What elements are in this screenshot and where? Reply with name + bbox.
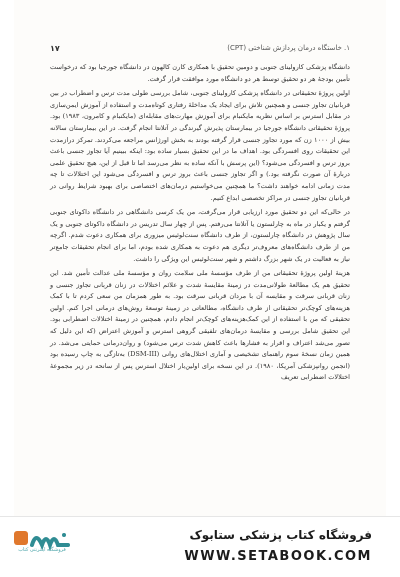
logo-tagline: فروشگاه اینترنتی کتاب (18, 547, 66, 553)
page-header (50, 40, 350, 56)
paragraph: هزینهٔ اولین پروژهٔ تحقیقاتی من از طرف مؤسسهٔ ملی سلامت روان و مؤسسهٔ ملی عدالت تأمین شد. این تحقیق هم یک مطالعهٔ طولانی‌مدت در زمینهٔ مقایسهٔ شدت و علائم اختلالات در زنان قربانی تجاوز جنسی و زنان قربانی سرقت و مقایسه آن با مردان قربانی سرقت بود. به طور همزمان من سعی کردم تا با کمک هزینه‌های کوچک‌تر تحقیقاتی از طرف دانشگاه، مطالعاتی در زمینهٔ توسعهٔ روش‌های درمانی اجرا کنم. اولین تحقیقی که من با استفاده از این کمک‌هزینه‌های کوچک‌تر انجام دادم، همچنین در زمینهٔ اختلالات اضطرابی بود. این تحقیق شامل بررسی و مقایسهٔ درمان‌های تلفیقی گروهی استرس و آموزش اعتراض (که این دلیل که تصور می‌شد اعتراف و اقرار به فشارها باعث کاهش شدت ترس می‌شود) و روان‌درمانی حمایتی می‌شد. در همین زمان نسخهٔ سوم راهنمای تشخیصی و آماری اختلال‌های روانی (DSM-III) به‌تازگی به چاپ رسیده بود (انجمن روانپزشکی آمریکا، ۱۹۸۰). در این نسخه برای اولین‌بار اختلال استرس پس از سانحه در زیر مجموعهٔ اختلالات اضطرابی تعریف (50, 269, 350, 382)
paragraph: اولین پروژهٔ تحقیقاتی در دانشگاه پزشکی کارولینای جنوبی، شامل بررسی طولی مدت ترس و اضطراب در بین قربانیان تجاوز جنسی و همچنین تلاش برای ایجاد یک مداخلهٔ رفتاری کوتاه‌مدت و استفاده از آموزش ایمن‌سازی در مقابل استرس بر اساس نظریه مایکنبام برای آموزش مهارت‌های مقابله‌ای (مایکنبام و کامرون، ۱۹۸۳) بود. پروژهٔ تحقیقاتی دانشگاه جورجیا در بیمارستان پذیرش گیرندگی در آتلانتا انجام گرفت. در این بیمارستان سالانه بیش از ۱۰۰۰ زن که مورد تجاوز جنسی قرار گرفته بودند به بخش اورژانس مراجعه می‌کردند. تمرکز درازمدت این تحقیقات روی افسردگی بود. اهداف ما در این تحقیق بسیار ساده بود: اینکه ببینیم آیا تجاوز جنسی باعث بروز ترس و افسردگی می‌شود؟ (این پرسش با آنکه ساده به نظر می‌رسد اما تا قبل از این، هیچ تحقیق علمی دربارهٔ آن صورت نگرفته بود.) و اگر تجاوز جنسی باعث بروز ترس و افسردگی می‌شود این اختلالات تا چه مدت زمانی ادامه خواهند داشت؟ ما همچنین می‌خواستیم درمان‌های اختصاصی برای بهبود شرایط روانی در قربانیان تجاوز جنسی در مراکز تخصصی ابداع کنیم. (50, 89, 350, 202)
store-name: فروشگاه کتاب پزشکی ستابوک (189, 528, 372, 542)
book-page (14, 0, 386, 516)
running-title: ۱. خاستگاه درمان پردازش شناختی (CPT) (227, 44, 350, 52)
website-link[interactable]: WWW.SETABOOK.COM (184, 549, 372, 564)
page-body (50, 62, 350, 387)
paragraph: در حالی‌که این دو تحقیق مورد ارزیابی قرار می‌گرفت، من یک کرسی دانشگاهی در دانشگاه داکوتای جنوبی گرفتم و یکبار در ماه به چارلستون یا آتلانتا می‌رفتم. پس از چهار سال تدریس در دانشگاه داکوتای جنوبی و یک سال پژوهش در دانشگاه چارلستون، از طرف دانشگاه سنت‌لوئیس میزوری برای همکاری دعوت شدم. اگرچه من از طرف دانشگاه‌های معروف‌تر دیگری هم دعوت به همکاری شده بودم، اما برای انجام تحقیقات جامع‌تر نیاز به فعالیت در یک شهر بزرگ داشتم و شهر سنت‌لوئیس این ویژگی را داشت. (50, 208, 350, 263)
watermark-footer (0, 516, 400, 577)
paragraph: دانشگاه پزشکی کارولینای جنوبی و دومین تحقیق با همکاری کارن کالهون در دانشگاه جورجیا بود که درخواست تأمین بودجهٔ هر دو تحقیق توسط هر دو دانشگاه مورد موافقت قرار گرفت. (50, 63, 350, 83)
page-number: ۱۷ (50, 43, 60, 53)
